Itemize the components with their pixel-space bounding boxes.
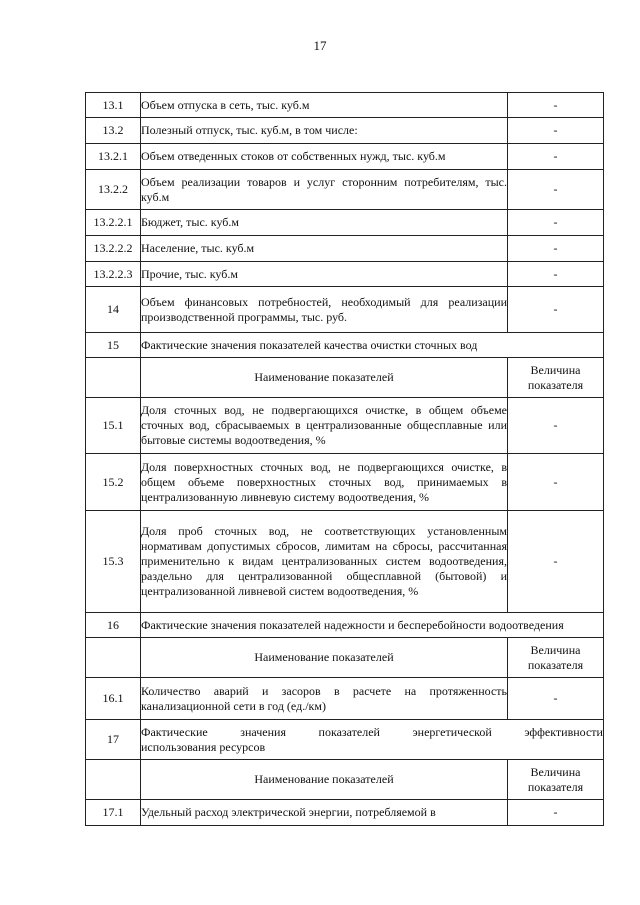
- section-title-word: энергетической: [412, 724, 492, 739]
- table-row: [86, 678, 604, 720]
- empty-cell: [86, 358, 141, 398]
- header-row: [86, 358, 604, 398]
- row-value: -: [508, 398, 604, 454]
- table-row: [86, 210, 604, 236]
- section-number: 17: [86, 720, 141, 760]
- row-number: 15.1: [86, 398, 141, 454]
- table-row: [86, 800, 604, 826]
- section-row: [86, 333, 604, 358]
- column-header-value: Величина показателя: [508, 760, 604, 800]
- section-title-line-1: [141, 725, 603, 740]
- row-value: -: [508, 144, 604, 170]
- row-value: -: [508, 800, 604, 826]
- table-row: [86, 511, 604, 613]
- column-header-value: Величина показателя: [508, 638, 604, 678]
- table-row: [86, 262, 604, 287]
- table-row: [86, 454, 604, 511]
- row-number: 15.2: [86, 454, 141, 511]
- section-title-word: значения: [240, 724, 286, 739]
- row-number: 15.3: [86, 511, 141, 613]
- section-row: [86, 613, 604, 638]
- header-row: [86, 638, 604, 678]
- row-text: Прочие, тыс. куб.м: [141, 262, 508, 287]
- table-row: [86, 287, 604, 333]
- row-value: -: [508, 93, 604, 118]
- table-row: [86, 236, 604, 262]
- row-value: -: [508, 118, 604, 144]
- section-title-word: Фактические: [141, 724, 208, 739]
- section-title-word: эффективности: [524, 724, 603, 739]
- row-text: Объем финансовых потребностей, необходимый для реализации производственной программы, тыс. руб.: [141, 287, 508, 333]
- column-header-name: Наименование показателей: [141, 358, 508, 398]
- row-value: -: [508, 287, 604, 333]
- row-value: -: [508, 210, 604, 236]
- empty-cell: [86, 638, 141, 678]
- row-number: 16.1: [86, 678, 141, 720]
- row-text: Объем реализации товаров и услуг сторонним потребителям, тыс. куб.м: [141, 170, 508, 210]
- row-number: 14: [86, 287, 141, 333]
- row-value: -: [508, 236, 604, 262]
- table-row: [86, 170, 604, 210]
- page-number: 17: [313, 38, 327, 53]
- indicators-table: [85, 92, 604, 826]
- header-row: [86, 760, 604, 800]
- row-text: Доля сточных вод, не подвергающихся очистке, в общем объеме сточных вод, сбрасываемых в централизованные общесплавные или бытовые системы водоотведения, %: [141, 398, 508, 454]
- row-number: 13.2.1: [86, 144, 141, 170]
- section-title-word: показателей: [318, 724, 380, 739]
- row-value: -: [508, 511, 604, 613]
- section-row: [86, 720, 604, 760]
- row-text: Доля проб сточных вод, не соответствующих установленным нормативам допустимых сбросов, лимитам на сбросы, рассчитанная применительно к видам централизованных систем водоотведения, раздельно для централизованной общесплавной (бытовой) и централизованной ливневой систем водоотведения, %: [141, 511, 508, 613]
- column-header-name: Наименование показателей: [141, 760, 508, 800]
- table-row: [86, 398, 604, 454]
- row-value: -: [508, 678, 604, 720]
- row-text: Население, тыс. куб.м: [141, 236, 508, 262]
- row-text: Полезный отпуск, тыс. куб.м, в том числе:: [141, 118, 508, 144]
- section-number: 16: [86, 613, 141, 638]
- column-header-name: Наименование показателей: [141, 638, 508, 678]
- section-title: Фактические значения показателей качества очистки сточных вод: [141, 333, 604, 358]
- section-title: Фактические значения показателей надежности и бесперебойности водоотведения: [141, 613, 604, 638]
- row-number: 13.2.2.2: [86, 236, 141, 262]
- row-number: 13.2.2.1: [86, 210, 141, 236]
- table-row: [86, 118, 604, 144]
- row-number: 13.2: [86, 118, 141, 144]
- section-title-line-2: использования ресурсов: [141, 739, 266, 754]
- row-text: Удельный расход электрической энергии, потребляемой в: [141, 800, 508, 826]
- row-text: Количество аварий и засоров в расчете на протяженность канализационной сети в год (ед./км): [141, 678, 508, 720]
- column-header-value: Величина показателя: [508, 358, 604, 398]
- row-text: Объем отпуска в сеть, тыс. куб.м: [141, 93, 508, 118]
- table-row: [86, 144, 604, 170]
- row-value: -: [508, 262, 604, 287]
- row-number: 13.1: [86, 93, 141, 118]
- section-number: 15: [86, 333, 141, 358]
- row-text: Бюджет, тыс. куб.м: [141, 210, 508, 236]
- table-row: [86, 93, 604, 118]
- row-number: 17.1: [86, 800, 141, 826]
- row-value: -: [508, 454, 604, 511]
- row-text: Объем отведенных стоков от собственных нужд, тыс. куб.м: [141, 144, 508, 170]
- section-title: [141, 720, 604, 760]
- row-text: Доля поверхностных сточных вод, не подвергающихся очистке, в общем объеме поверхностных сточных вод, принимаемых в централизованную ливневую систему водоотведения, %: [141, 454, 508, 511]
- row-value: -: [508, 170, 604, 210]
- empty-cell: [86, 760, 141, 800]
- row-number: 13.2.2: [86, 170, 141, 210]
- row-number: 13.2.2.3: [86, 262, 141, 287]
